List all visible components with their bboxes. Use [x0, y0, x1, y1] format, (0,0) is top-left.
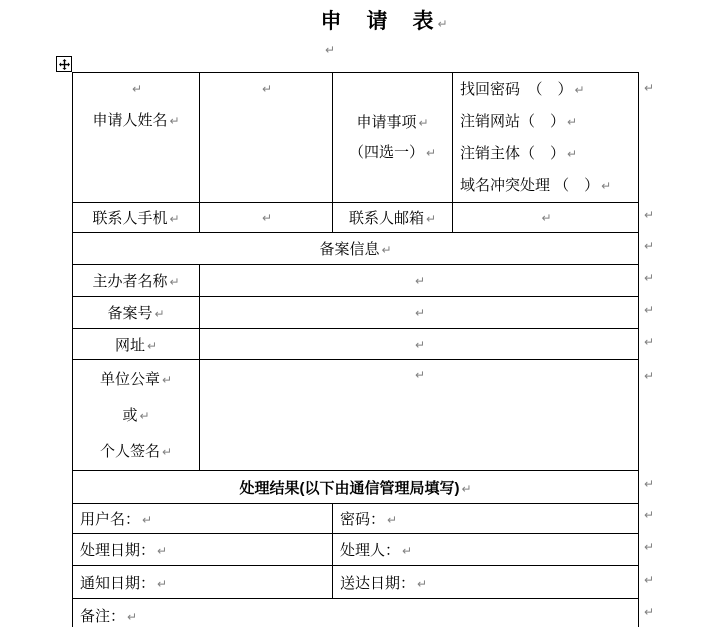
- paragraph-mark: ↵: [425, 212, 437, 226]
- paragraph-mark: ↵: [402, 544, 413, 558]
- notify-date-cell[interactable]: [73, 566, 333, 599]
- row-end-mark: ↵: [644, 335, 655, 349]
- paragraph-mark: ↵: [161, 373, 173, 387]
- applicant-name-label-cell: [73, 73, 200, 203]
- organizer-name-value-cell[interactable]: [200, 265, 639, 297]
- table-row: [73, 534, 639, 566]
- paragraph-mark: ↵: [169, 212, 180, 226]
- delivery-date-label: 送达日期：: [340, 574, 416, 592]
- remarks-cell[interactable]: [73, 599, 639, 627]
- table-row: [73, 73, 639, 203]
- application-options-cell: [453, 73, 639, 203]
- row-end-mark: ↵: [644, 605, 655, 619]
- page-title-text: 申 请 表: [320, 10, 436, 33]
- application-matter-label-cell: [333, 73, 453, 203]
- empty-line: [73, 73, 199, 105]
- contact-phone-label-cell: 联系人手机 ↵: [73, 203, 200, 233]
- process-date-cell[interactable]: [73, 534, 333, 566]
- option-find-password[interactable]: 找回密码 （ ） ↵: [460, 81, 585, 98]
- empty-paragraph-mark: ↵: [325, 43, 336, 57]
- paragraph-mark: ↵: [154, 307, 165, 321]
- delivery-date-cell[interactable]: [333, 566, 639, 599]
- website-label-cell: 网址 ↵: [73, 329, 200, 360]
- paragraph-mark: ↵: [414, 306, 426, 320]
- contact-phone-value-cell[interactable]: [200, 203, 333, 233]
- paragraph-mark: ↵: [425, 145, 437, 160]
- paragraph-mark: ↵: [574, 83, 585, 97]
- paragraph-mark: ↵: [567, 147, 578, 161]
- result-header-cell: 处理结果(以下由通信管理局填写) ↵: [73, 471, 639, 504]
- paragraph-mark: ↵: [381, 243, 392, 257]
- organizer-name-label-cell: 主办者名称 ↵: [73, 265, 200, 297]
- option-cancel-website[interactable]: 注销网站（ ） ↵: [460, 113, 578, 130]
- contact-email-value-cell[interactable]: [453, 203, 639, 233]
- paragraph-mark: ↵: [127, 610, 138, 624]
- table-row: [73, 265, 639, 297]
- paragraph-mark: ↵: [414, 368, 426, 382]
- row-end-mark: ↵: [644, 239, 655, 253]
- paragraph-mark: ↵: [461, 481, 472, 496]
- option-cancel-subject[interactable]: 注销主体（ ） ↵: [460, 145, 578, 162]
- application-form-table: [72, 72, 639, 627]
- row-end-mark: ↵: [644, 369, 655, 383]
- row-end-mark: ↵: [644, 303, 655, 317]
- move-cross-icon: [59, 59, 70, 70]
- option-domain-conflict[interactable]: 域名冲突处理 （ ） ↵: [460, 177, 612, 194]
- paragraph-mark: ↵: [387, 513, 398, 527]
- row-end-mark: ↵: [644, 271, 655, 285]
- paragraph-mark: ↵: [169, 114, 180, 128]
- username-label: 用户名：: [80, 511, 141, 528]
- table-row: [73, 329, 639, 360]
- notify-date-label: 通知日期：: [80, 574, 156, 592]
- table-row: [73, 297, 639, 329]
- paragraph-mark: ↵: [414, 274, 426, 288]
- password-label: 密码：: [340, 511, 386, 528]
- application-matter-line2: （四选一） ↵: [348, 143, 437, 161]
- seal-label-line3: 个人签名 ↵: [99, 443, 173, 460]
- paragraph-mark: ↵: [139, 409, 150, 423]
- seal-label-line2: 或 ↵: [122, 407, 150, 424]
- applicant-name-label: 申请人姓名 ↵: [92, 112, 180, 129]
- process-date-label: 处理日期：: [80, 542, 156, 559]
- seal-label-line1: 单位公章 ↵: [99, 371, 173, 388]
- paragraph-mark: ↵: [601, 179, 612, 193]
- website-value-cell[interactable]: [200, 329, 639, 360]
- paragraph-mark: ↵: [261, 211, 273, 225]
- paragraph-mark: ↵: [142, 513, 153, 527]
- row-end-mark: ↵: [644, 540, 655, 554]
- paragraph-mark: ↵: [414, 337, 426, 352]
- table-row: [73, 504, 639, 534]
- row-end-mark: ↵: [644, 508, 655, 522]
- filing-info-header-cell: 备案信息 ↵: [73, 233, 639, 265]
- filing-number-label-cell: 备案号 ↵: [73, 297, 200, 329]
- filing-number-value-cell[interactable]: [200, 297, 639, 329]
- paragraph-mark: ↵: [169, 275, 180, 289]
- seal-or-signature-value-cell[interactable]: [200, 360, 639, 471]
- table-row: [73, 566, 639, 599]
- paragraph-mark: ↵: [437, 17, 448, 31]
- paragraph-mark: ↵: [157, 576, 168, 591]
- paragraph-mark: ↵: [261, 82, 273, 96]
- table-row: [73, 599, 639, 627]
- empty-line: [200, 73, 332, 105]
- empty-line: [200, 360, 638, 390]
- table-move-handle[interactable]: [56, 56, 72, 72]
- contact-email-label-cell: 联系人邮箱 ↵: [333, 203, 453, 233]
- row-end-mark: ↵: [644, 208, 655, 222]
- paragraph-mark: ↵: [541, 211, 552, 225]
- paragraph-mark: ↵: [157, 544, 168, 558]
- paragraph-mark: ↵: [417, 576, 428, 591]
- processor-label: 处理人：: [340, 542, 401, 559]
- processor-cell[interactable]: [333, 534, 639, 566]
- paragraph-mark: ↵: [418, 115, 429, 130]
- username-cell[interactable]: [73, 504, 333, 534]
- row-end-mark: ↵: [644, 573, 655, 587]
- application-matter-line1: 申请事项 ↵: [356, 113, 429, 131]
- page-title: [60, 5, 704, 35]
- password-cell[interactable]: [333, 504, 639, 534]
- paragraph-mark: ↵: [161, 445, 173, 459]
- row-end-mark: ↵: [644, 81, 655, 95]
- remarks-label: 备注：: [80, 608, 126, 625]
- paragraph-mark: ↵: [146, 338, 158, 353]
- paragraph-mark: ↵: [131, 82, 143, 96]
- applicant-name-value-cell[interactable]: [200, 73, 333, 203]
- table-row: [73, 233, 639, 265]
- table-row: [73, 360, 639, 471]
- remarks-label-line: [80, 603, 638, 627]
- table-row: [73, 471, 639, 504]
- table-row: [73, 203, 639, 233]
- paragraph-mark: ↵: [567, 115, 578, 129]
- row-end-mark: ↵: [644, 477, 655, 491]
- seal-or-signature-label-cell: [73, 360, 200, 471]
